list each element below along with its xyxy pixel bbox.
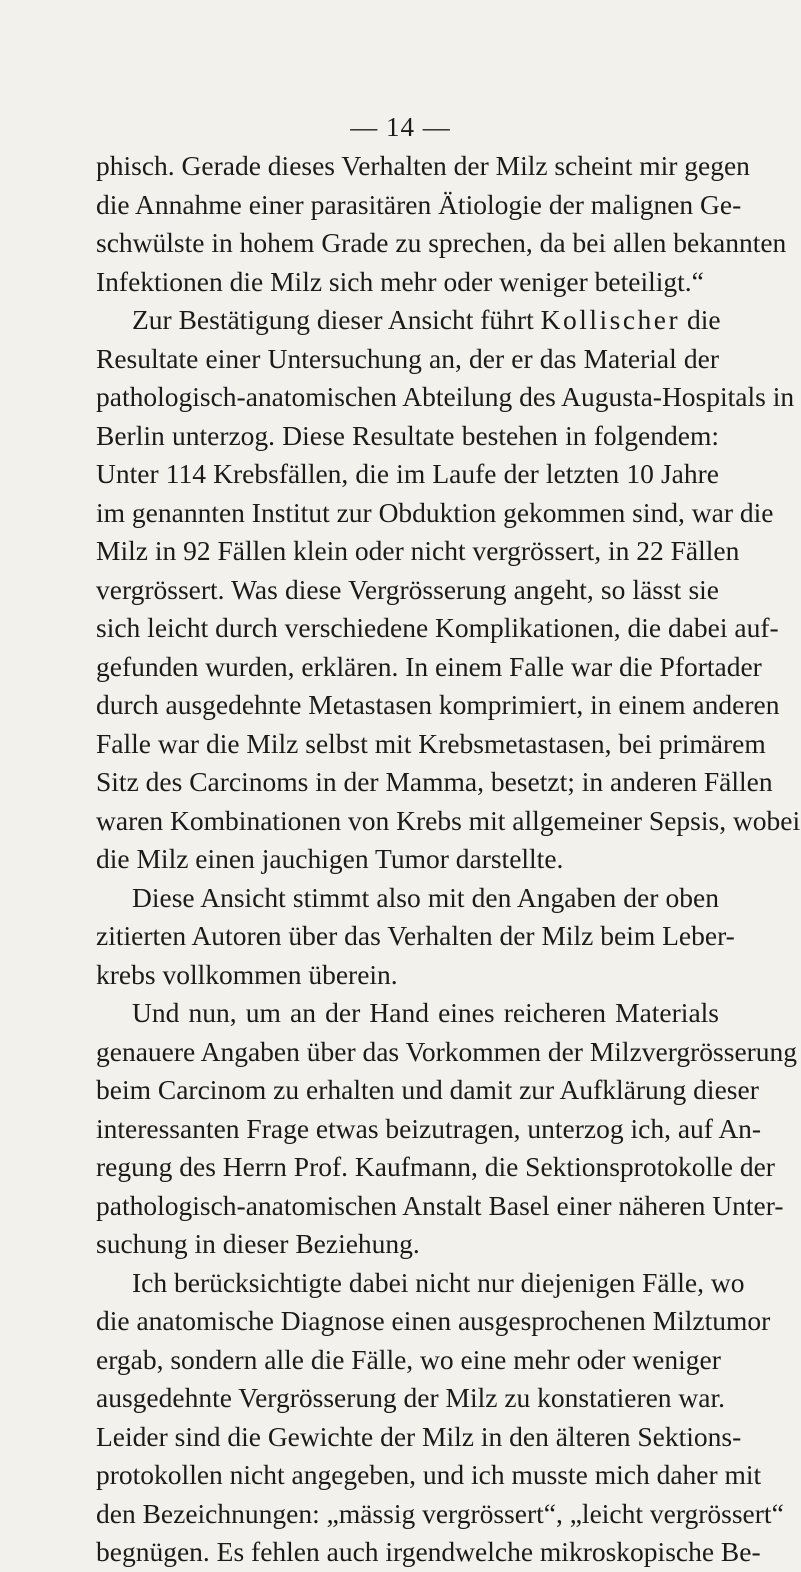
text-line: Berlin unterzog. Diese Resultate bestehen in folgendem: — [96, 419, 719, 451]
text-line: waren Kombinationen von Krebs mit allgemeiner Sepsis, wobei — [96, 804, 801, 836]
text-line: Und nun, um an der Hand eines reicheren Materials — [132, 997, 719, 1028]
text-line: sich leicht durch verschiedene Komplikationen, die dabei auf- — [96, 612, 779, 643]
text-line: Falle war die Milz selbst mit Krebsmetastasen, bei primärem — [96, 727, 766, 759]
text-line: krebs vollkommen überein. — [96, 958, 398, 990]
text-line: Resultate einer Untersuchung an, der er das Material der — [96, 342, 719, 374]
body-text — [96, 147, 801, 1572]
text-line: gefunden wurden, erklären. In einem Falle war die Pfortader — [96, 650, 762, 682]
text-line: pathologisch-anatomischen Abteilung des Augusta-Hospitals in — [96, 381, 795, 412]
text-line: suchung in dieser Beziehung. — [96, 1228, 420, 1259]
text-line: interessanten Frage etwas beizutragen, unterzog ich, auf An- — [96, 1112, 762, 1144]
text-line: die anatomische Diagnose einen ausgesprochenen Milztumor — [96, 1305, 771, 1336]
text-line: beim Carcinom zu erhalten und damit zur Aufklärung dieser — [96, 1074, 759, 1105]
text-line: im genannten Institut zur Obduktion gekommen sind, war die — [96, 496, 774, 528]
text-line: Milz in 92 Fällen klein oder nicht vergrössert, in 22 Fällen — [96, 535, 740, 566]
text-line: Leider sind die Gewichte der Milz in den älteren Sektions- — [96, 1420, 742, 1452]
text-line: die Annahme einer parasitären Ätiologie der malignen Ge- — [96, 188, 742, 220]
text-line: schwülste in hohem Grade zu sprechen, da bei allen bekannten — [96, 227, 787, 258]
text-line: protokollen nicht angegeben, und ich musste mich daher mit — [96, 1459, 762, 1490]
page-number: — 14 — — [350, 112, 451, 142]
text-line: Ich berücksichtigte dabei nicht nur diejenigen Fälle, wo — [132, 1266, 745, 1298]
text-segment: Zur Bestätigung dieser Ansicht führt — [132, 304, 534, 335]
text-line: Diese Ansicht stimmt also mit den Angaben der oben — [132, 881, 719, 913]
text-line: zitierten Autoren über das Verhalten der Milz beim Leber- — [96, 920, 735, 951]
text-line: begnügen. Es fehlen auch irgendwelche mikroskopische Be- — [96, 1536, 761, 1567]
text-line: die Milz einen jauchigen Tumor darstellte. — [96, 843, 564, 874]
text-line: genauere Angaben über das Vorkommen der Milzvergrösserung — [96, 1035, 798, 1067]
text-line: durch ausgedehnte Metastasen komprimiert, in einem anderen — [96, 689, 780, 720]
text-segment: die — [687, 304, 721, 335]
author-name: Kollischer — [540, 304, 681, 335]
text-line: phisch. Gerade dieses Verhalten der Milz scheint mir gegen — [96, 150, 750, 181]
text-line — [96, 301, 719, 340]
text-line: Sitz des Carcinoms in der Mamma, besetzt; in anderen Fällen — [96, 766, 773, 797]
text-line: pathologisch-anatomischen Anstalt Basel einer näheren Unter- — [96, 1189, 784, 1221]
text-line: ausgedehnte Vergrösserung der Milz zu konstatieren war. — [96, 1382, 726, 1413]
text-line: ergab, sondern alle die Fälle, wo eine mehr oder weniger — [96, 1343, 721, 1375]
text-line: den Bezeichnungen: „mässig vergrössert“, „leicht vergrössert“ — [96, 1497, 784, 1529]
text-line: Infektionen die Milz sich mehr oder weniger beteiligt.“ — [96, 265, 704, 297]
text-line: vergrössert. Was diese Vergrösserung angeht, so lässt sie — [96, 573, 719, 605]
text-line: regung des Herrn Prof. Kaufmann, die Sektionsprotokolle der — [96, 1151, 775, 1182]
text-line: Unter 114 Krebsfällen, die im Laufe der letzten 10 Jahre — [96, 458, 719, 489]
